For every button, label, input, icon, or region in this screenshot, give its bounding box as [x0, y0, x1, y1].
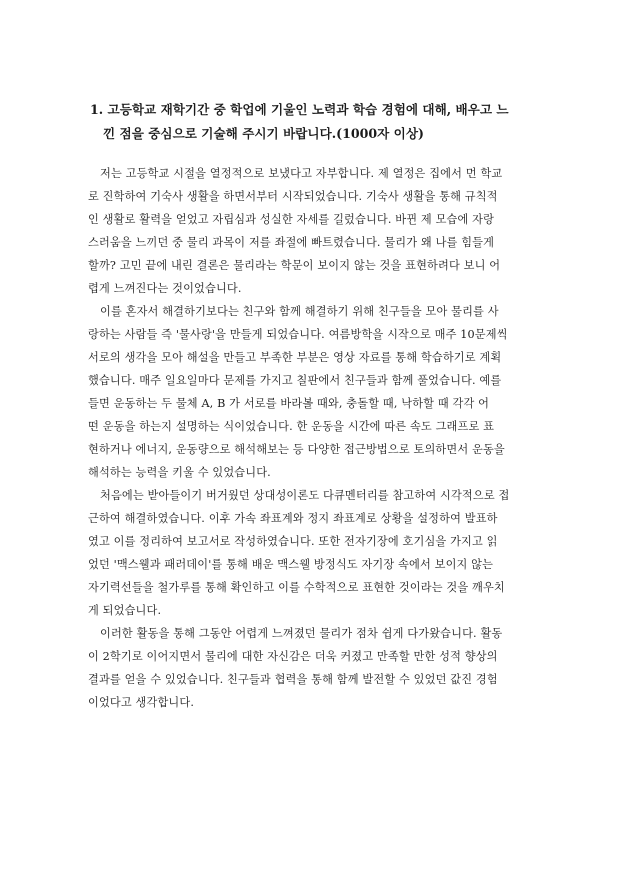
- text-line: 근하여 해결하였습니다. 이후 가속 좌표계와 정지 좌표계로 상황을 설정하여 발표하: [88, 512, 498, 525]
- text-line: 스러움을 느끼던 중 물리 과목이 저를 좌절에 빠트렸습니다. 물리가 왜 나를 힘들게: [88, 236, 495, 249]
- text-line: 떤 운동을 하는지 설명하는 식이었습니다. 한 운동을 시간에 따른 속도 그래프로 표: [88, 420, 495, 433]
- answer-paragraph: [88, 484, 558, 622]
- text-line: 현하거나 에너지, 운동량으로 해석해보는 등 다양한 접근방법으로 토의하면서 운동을: [88, 443, 505, 456]
- text-line: 었던 '맥스웰과 패러데이'를 통해 배운 맥스웰 방정식도 자기장 속에서 보이지 않는: [88, 558, 494, 571]
- answer-body: [88, 162, 558, 714]
- text-line: 였고 이를 정리하여 보고서로 작성하였습니다. 또한 전자기장에 호기심을 가지고 읽: [88, 535, 498, 548]
- answer-paragraph: [88, 622, 558, 714]
- text-line: 자기력선들을 철가루를 통해 확인하고 이를 수학적으로 표현한 것이라는 것을 깨우치: [88, 581, 505, 594]
- text-line: 이 2학기로 이어지면서 물리에 대한 자신감은 더욱 커졌고 만족할 만한 성적 향상의: [88, 650, 498, 663]
- answer-paragraph: [88, 162, 558, 300]
- text-line: 렵게 느껴진다는 것이었습니다.: [88, 282, 242, 295]
- text-line: 할까? 고민 끝에 내린 결론은 물리라는 학문이 보이지 않는 것을 표현하려다 보니 어: [88, 259, 501, 272]
- text-line: 로 진학하여 기숙사 생활을 하면서부터 시작되었습니다. 기숙사 생활을 통해 규칙적: [88, 190, 498, 203]
- text-line: 게 되었습니다.: [88, 604, 162, 617]
- question-heading: [90, 98, 570, 146]
- question-line: 낀 점을 중심으로 기술해 주시기 바랍니다.(1000자 이상): [103, 126, 424, 141]
- text-line: 해석하는 능력을 키울 수 있었습니다.: [88, 466, 271, 479]
- text-line: 이러한 활동을 통해 그동안 어렵게 느껴졌던 물리가 점차 쉽게 다가왔습니다. 활동: [100, 627, 503, 640]
- text-line: 결과를 얻을 수 있었습니다. 친구들과 협력을 통해 함께 발전할 수 있었던 값진 경험: [88, 673, 498, 686]
- text-line: 랑하는 사람들 즉 '물사랑'을 만들게 되었습니다. 여름방학을 시작으로 매주 10문제씩: [88, 328, 508, 341]
- answer-paragraph: [88, 300, 558, 484]
- text-line: 했습니다. 매주 일요일마다 문제를 가지고 칠판에서 친구들과 함께 풀었습니다. 예를: [88, 374, 502, 387]
- text-line: 들면 운동하는 두 물체 A, B 가 서로를 바라볼 때와, 충돌할 때, 낙하할 때 각각 어: [88, 397, 490, 410]
- text-line: 처음에는 받아들이기 버거웠던 상대성이론도 다큐멘터리를 참고하여 시각적으로 접: [100, 489, 510, 502]
- text-line: 이었다고 생각합니다.: [88, 696, 195, 709]
- text-line: 인 생활로 활력을 얻었고 자립심과 성실한 자세를 길렀습니다. 바뀐 제 모습에 자랑: [88, 213, 495, 226]
- text-line: 이를 혼자서 해결하기보다는 친구와 함께 해결하기 위해 친구들을 모아 물리를 사: [100, 305, 499, 318]
- text-line: 저는 고등학교 시절을 열정적으로 보냈다고 자부합니다. 제 열정은 집에서 먼 학교: [100, 167, 503, 180]
- question-line: 1. 고등학교 재학기간 중 학업에 기울인 노력과 학습 경험에 대해, 배우고 느: [90, 102, 509, 117]
- text-line: 서로의 생각을 모아 해설을 만들고 부족한 부분은 영상 자료를 통해 학습하기로 계획: [88, 351, 502, 364]
